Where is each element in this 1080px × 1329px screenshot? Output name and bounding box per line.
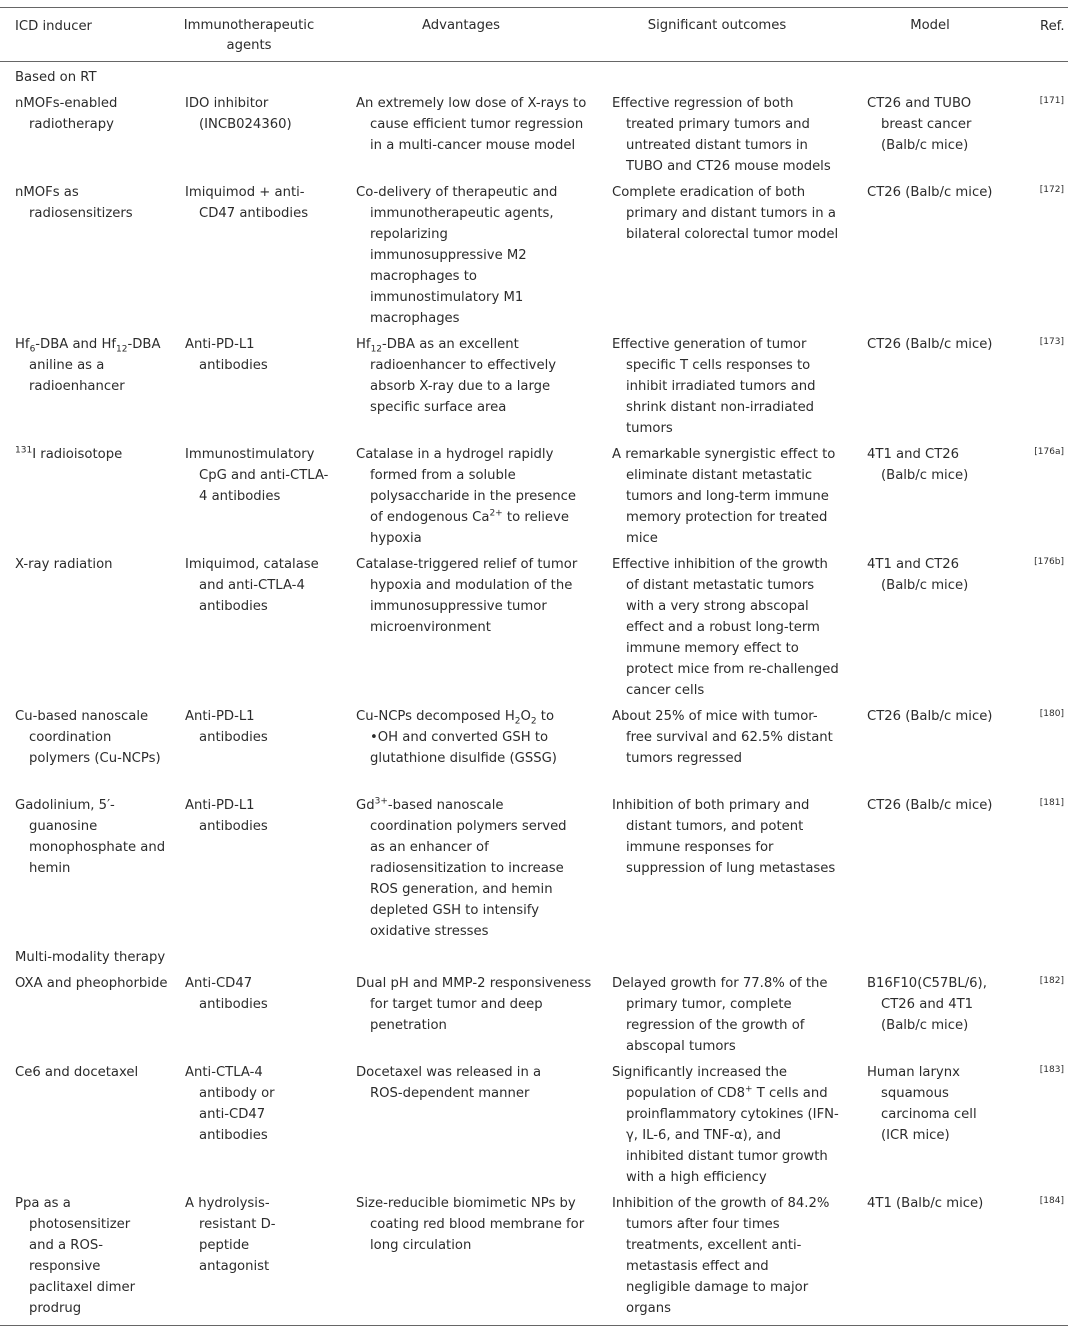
row2-advantages: Co-delivery of therapeutic and immunotherapeutic agents, repolarizing immunosuppressive M2 macrophages to immunostimulatory M1 macrophages — [356, 185, 558, 326]
row3-agents: Anti-PD-L1 antibodies — [185, 337, 268, 373]
row8-outcomes: Delayed growth for 77.8% of the primary tumor, complete regression of the growth of abscopal tumors — [612, 976, 828, 1054]
header-inducer: ICD inducer — [15, 19, 92, 34]
row4-model: 4T1 and CT26 (Balb/c mice) — [867, 447, 969, 483]
header-advantages: Advantages — [421, 18, 500, 33]
row5-ref: [176b] — [1034, 557, 1064, 567]
row8-advantages: Dual pH and MMP-2 responsiveness for target tumor and deep penetration — [356, 976, 592, 1033]
row6-agents: Anti-PD-L1 antibodies — [185, 709, 268, 745]
row5-inducer: X-ray radiation — [15, 557, 113, 572]
row1-agents: IDO inhibitor (INCB024360) — [185, 96, 292, 132]
row5-outcomes: Effective inhibition of the growth of distant metastatic tumors with a very strong abscopal effect and a robust long-term immune memory effect to protect mice from re-challenged cancer cells — [612, 557, 839, 698]
row6-ref: [180] — [1039, 709, 1064, 719]
row4-outcomes: A remarkable synergistic effect to eliminate distant metastatic tumors and long-term immune memory protection for treated mice — [612, 447, 836, 546]
row5-model: 4T1 and CT26 (Balb/c mice) — [867, 557, 969, 593]
row4-ref: [176a] — [1034, 447, 1064, 457]
row1-advantages: An extremely low dose of X-rays to cause efficient tumor regression in a multi-cancer mouse model — [356, 96, 587, 153]
row10-outcomes: Inhibition of the growth of 84.2% tumors after four times treatments, excellent anti-metastasis effect and negligible damage to major organs — [612, 1196, 830, 1316]
row9-ref: [183] — [1039, 1065, 1064, 1075]
row3-advantages: $Hf_{12}$-DBA as an excellent radioenhancer to effectively absorb X-ray due to a large specific surface area — [356, 337, 557, 415]
row6-inducer: Cu-based nanoscale coordination polymers (Cu-NCPs) — [15, 709, 161, 766]
row9-outcomes: Significantly increased the population of CD8+ T cells and proinflammatory cytokines (IFN-γ, IL-6, and TNF-α), and inhibited distant tumor growth with a high efficiency — [612, 1065, 839, 1185]
row8-ref: [182] — [1039, 976, 1064, 986]
row2-agents: Imiquimod + anti-CD47 antibodies — [185, 185, 309, 221]
header-outcomes: Significant outcomes — [647, 18, 787, 33]
row7-advantages: $Gd^{3+}$-based nanoscale coordination polymers served as an enhancer of radiosensitization to increase ROS generation, and hemin depleted GSH to intensify oxidative stresses — [356, 796, 567, 939]
row3-ref: [173] — [1039, 337, 1064, 347]
row4-advantages: Catalase in a hydrogel rapidly formed from a soluble polysaccharide in the presence of endogenous $Ca^{2+}$ to relieve hypoxia — [356, 447, 576, 546]
row7-outcomes: Inhibition of both primary and distant tumors, and potent immune responses for suppression of lung metastases — [612, 798, 836, 876]
row5-agents: Imiquimod, catalase and anti-CTLA-4 antibodies — [185, 557, 319, 614]
row9-inducer: Ce6 and docetaxel — [15, 1065, 139, 1080]
row1-inducer: nMOFs-enabled radiotherapy — [15, 96, 118, 132]
row6-advantages: Cu-NCPs decomposed $H_2O_2$ to •OH and converted GSH to glutathione disulfide (GSSG) — [356, 709, 557, 766]
row3-model: CT26 (Balb/c mice) — [867, 337, 993, 352]
row2-inducer: nMOFs as radiosensitizers — [15, 185, 133, 221]
row2-model: CT26 (Balb/c mice) — [867, 185, 993, 200]
row4-agents: Immunostimulatory CpG and anti-CTLA-4 antibodies — [185, 447, 329, 504]
row7-agents: Anti-PD-L1 antibodies — [185, 798, 268, 834]
row9-advantages: Docetaxel was released in a ROS-dependent manner — [356, 1065, 542, 1101]
row6-model: CT26 (Balb/c mice) — [867, 709, 993, 724]
row6-outcomes: About 25% of mice with tumor-free survival and 62.5% distant tumors regressed — [612, 709, 833, 766]
row9-agents: Anti-CTLA-4 antibody or anti-CD47 antibodies — [185, 1065, 275, 1143]
header-ref: Ref. — [1040, 19, 1065, 34]
row1-ref: [171] — [1039, 96, 1064, 106]
row8-model: B16F10(C57BL/6), CT26 and 4T1 (Balb/c mice) — [867, 976, 987, 1033]
row1-outcomes: Effective regression of both treated primary tumors and untreated distant tumors in TUBO and CT26 mouse models — [612, 96, 831, 174]
header-agents: Immunotherapeutic agents — [183, 18, 315, 53]
header-rule — [0, 61, 1068, 62]
section-multi: Multi-modality therapy — [15, 950, 166, 965]
row7-model: CT26 (Balb/c mice) — [867, 798, 993, 813]
row10-inducer: Ppa as a photosensitizer and a ROS-responsive paclitaxel dimer prodrug — [15, 1196, 136, 1316]
row10-advantages: Size-reducible biomimetic NPs by coating red blood membrane for long circulation — [356, 1196, 585, 1253]
row8-inducer: OXA and pheophorbide — [15, 976, 168, 991]
row8-agents: Anti-CD47 antibodies — [185, 976, 268, 1012]
row2-outcomes: Complete eradication of both primary and distant tumors in a bilateral colorectal tumor model — [612, 185, 839, 242]
row3-inducer: $Hf_6$-DBA and $Hf_{12}$-DBA aniline as a radioenhancer — [15, 337, 161, 394]
row7-ref: [181] — [1039, 798, 1064, 808]
row1-model: CT26 and TUBO breast cancer (Balb/c mice) — [867, 96, 972, 153]
row7-inducer: Gadolinium, 5′-guanosine monophosphate and hemin — [15, 798, 166, 876]
row3-outcomes: Effective generation of tumor specific T cells responses to inhibit irradiated tumors and shrink distant non-irradiated tumors — [612, 337, 816, 436]
row10-agents: A hydrolysis-resistant D-peptide antagonist — [185, 1196, 276, 1274]
row5-advantages: Catalase-triggered relief of tumor hypoxia and modulation of the immunosuppressive tumor microenvironment — [356, 557, 578, 635]
top-rule — [0, 7, 1068, 8]
header-model: Model — [910, 18, 950, 33]
row10-model: 4T1 (Balb/c mice) — [867, 1196, 984, 1211]
bottom-rule — [0, 1325, 1068, 1326]
row2-ref: [172] — [1039, 185, 1064, 195]
row9-model: Human larynx squamous carcinoma cell (ICR mice) — [867, 1065, 977, 1143]
row4-inducer: $^{131}$I radioisotope — [15, 445, 123, 462]
section-rt: Based on RT — [15, 70, 97, 85]
row10-ref: [184] — [1039, 1196, 1064, 1206]
